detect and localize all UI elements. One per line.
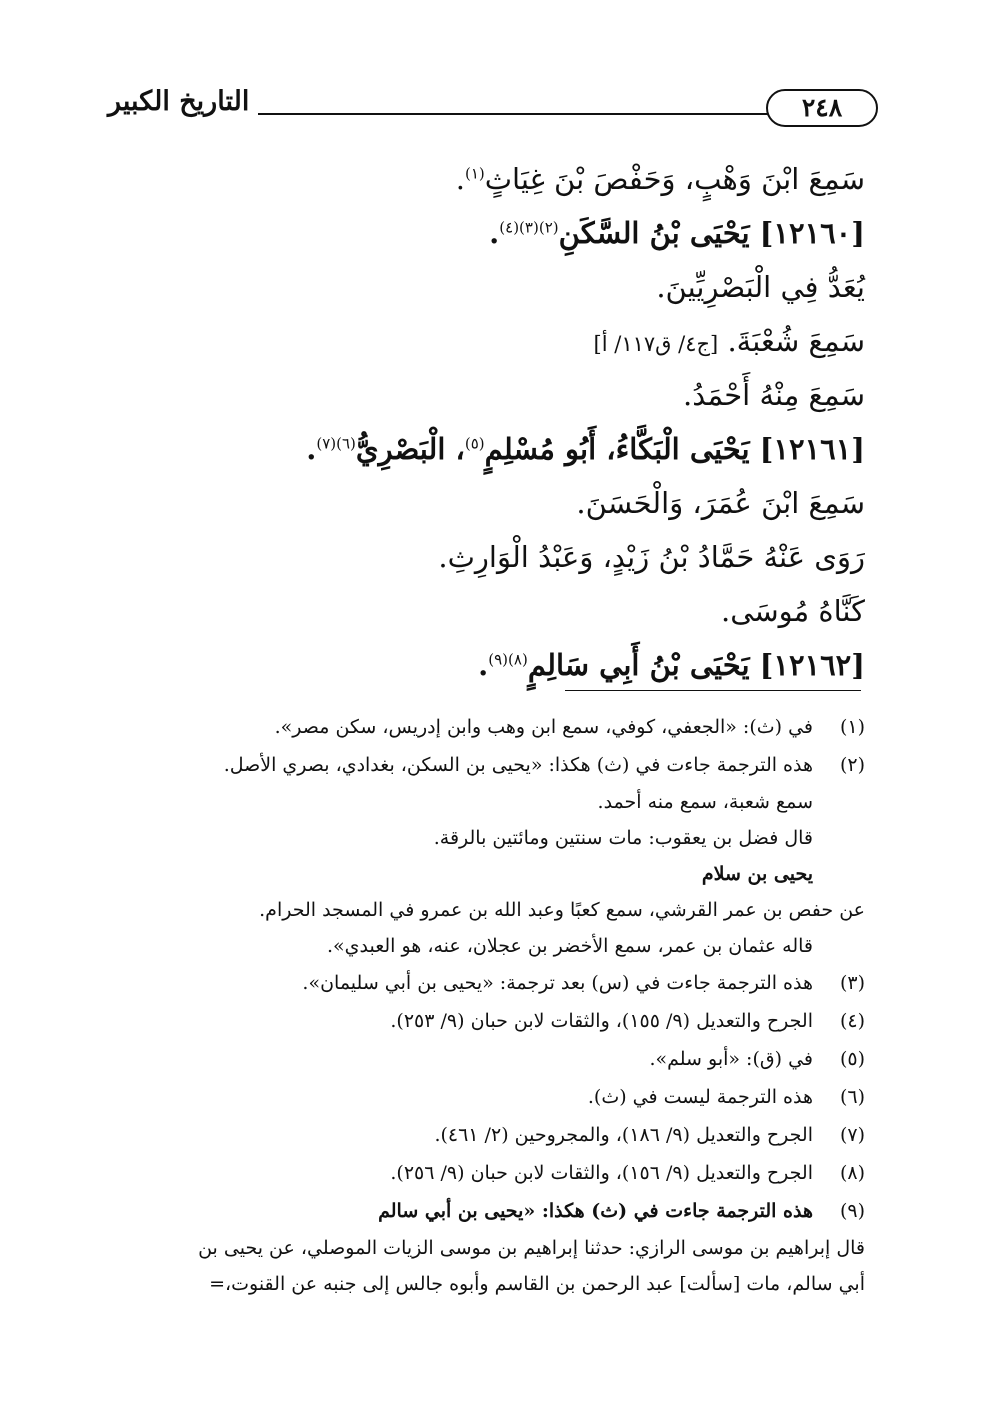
footnote-ref[interactable]: (٨)(٩) bbox=[488, 650, 528, 669]
main-line: كَنَّاهُ مُوسَى. bbox=[720, 594, 865, 628]
footnote-1 bbox=[95, 708, 865, 746]
footnote-continuation: قال إبراهيم بن موسى الرازي: حدثنا إبراهيم بن موسى الزيات الموصلي، عن يحيى بن bbox=[198, 1237, 865, 1259]
footnote-text: هذه الترجمة جاءت في (ث) هكذا: «يحيى بن أبي سالم bbox=[378, 1200, 813, 1222]
footnote-number: (٥) bbox=[839, 1048, 865, 1070]
footnote-continuation: عن حفص بن عمر القرشي، سمع كعبًا وعبد الله بن عمرو في المسجد الحرام. bbox=[259, 899, 865, 921]
main-line: يُعَدُّ فِي الْبَصْرِيِّينَ. bbox=[656, 270, 865, 304]
footnote-number: (٨) bbox=[839, 1162, 865, 1184]
footnote-3 bbox=[95, 964, 865, 1002]
footnote-5 bbox=[95, 1040, 865, 1078]
entry-name: يَحْيَى بْنُ السَّكَنِ bbox=[558, 216, 750, 250]
page-number: ٢٤٨ bbox=[766, 89, 878, 127]
footnote-number: (١) bbox=[839, 716, 865, 738]
page-header bbox=[108, 84, 878, 134]
footnote-number: (٧) bbox=[839, 1124, 865, 1146]
footnote-number: (٩) bbox=[839, 1200, 865, 1222]
manuscript-folio-note: [ج٤/ ق١١٧/ أ] bbox=[593, 332, 719, 356]
footnote-text: هذه الترجمة جاءت في (س) بعد ترجمة: «يحيى بن أبي سليمان». bbox=[302, 972, 813, 994]
entry-heading: [١٢١٦١] يَحْيَى الْبَكَّاءُ، أَبُو مُسْلِمٍ$^{(٥)}$، الْبَصْرِيُّ$^{(٦)(٧)}$. bbox=[306, 432, 865, 466]
footnote-continuation: أبي سالم، مات [سألت] عبد الرحمن بن القاسم وأبوه جالس إلى جنبه عن القنوت،= bbox=[209, 1273, 865, 1295]
main-line: سَمِعَ مِنْهُ أَحْمَدُ. bbox=[683, 378, 865, 412]
main-text bbox=[145, 152, 865, 692]
footnote-ref[interactable]: (١) bbox=[464, 164, 485, 183]
footnote-6 bbox=[95, 1078, 865, 1116]
main-line: سَمِعَ ابْنَ وَهْبٍ، وَحَفْصَ بْنَ غِيَاثٍ$^{(١)}$. bbox=[455, 162, 865, 196]
footnote-continuation: سمع شعبة، سمع منه أحمد. bbox=[597, 791, 813, 813]
entry-heading: [١٢١٦٢] يَحْيَى بْنُ أَبِي سَالِمٍ$^{(٨)(٩)}$. bbox=[478, 648, 865, 682]
footnote-text: في (ق): «أبو سلم». bbox=[649, 1048, 813, 1070]
footnotes bbox=[95, 708, 865, 1302]
footnote-number: (٤) bbox=[839, 1010, 865, 1032]
footnote-9 bbox=[95, 1192, 865, 1230]
entry-number: [١٢١٦٠] bbox=[749, 216, 865, 250]
footnote-text: هذه الترجمة ليست في (ث). bbox=[587, 1086, 813, 1108]
main-line: سَمِعَ شُعْبَةَ. [ج٤/ ق١١٧/ أ] bbox=[593, 324, 865, 358]
footnote-4 bbox=[95, 1002, 865, 1040]
footnote-subheading: يحيى بن سلام bbox=[701, 863, 813, 885]
footnote-2 bbox=[95, 746, 865, 784]
entry-number: [١٢١٦١] bbox=[749, 432, 865, 466]
entry-heading: [١٢١٦٠] يَحْيَى بْنُ السَّكَنِ$^{(٢)(٣)(٤)}$. bbox=[489, 216, 865, 250]
main-line: رَوَى عَنْهُ حَمَّادُ بْنُ زَيْدٍ، وَعَبْدُ الْوَارِثِ. bbox=[438, 540, 865, 574]
footnote-text: في (ث): «الجعفي، كوفي، سمع ابن وهب وابن إدريس، سكن مصر». bbox=[274, 716, 813, 738]
footnote-continuation: قال فضل بن يعقوب: مات سنتين ومائتين بالرقة. bbox=[433, 827, 813, 849]
footnote-7 bbox=[95, 1116, 865, 1154]
footnote-text: الجرح والتعديل (٩/ ١٥٦)، والثقات لابن حبان (٩/ ٢٥٦). bbox=[390, 1162, 813, 1184]
main-line: سَمِعَ ابْنَ عُمَرَ، وَالْحَسَنَ. bbox=[576, 486, 865, 520]
footnote-text: هذه الترجمة جاءت في (ث) هكذا: «يحيى بن السكن، بغدادي، بصري الأصل. bbox=[223, 754, 813, 776]
entry-name: يَحْيَى الْبَكَّاءُ، أَبُو مُسْلِمٍ bbox=[484, 432, 750, 466]
entry-name: يَحْيَى بْنُ أَبِي سَالِمٍ bbox=[527, 648, 750, 682]
footnote-ref[interactable]: (٥) bbox=[464, 434, 485, 453]
footnote-number: (٣) bbox=[839, 972, 865, 994]
footnote-ref[interactable]: (٢)(٣)(٤) bbox=[499, 218, 559, 237]
entry-number: [١٢١٦٢] bbox=[749, 648, 865, 682]
footnote-continuation: قاله عثمان بن عمر، سمع الأخضر بن عجلان، عنه، هو العبدي». bbox=[326, 935, 813, 957]
header-rule bbox=[258, 113, 768, 115]
footnote-8 bbox=[95, 1154, 865, 1192]
footnote-separator bbox=[565, 690, 861, 691]
footnote-ref[interactable]: (٦)(٧) bbox=[316, 434, 356, 453]
footnote-number: (٦) bbox=[839, 1086, 865, 1108]
running-title: التاريخ الكبير bbox=[108, 86, 250, 117]
footnote-number: (٢) bbox=[839, 754, 865, 776]
footnote-text: الجرح والتعديل (٩/ ١٥٥)، والثقات لابن حبان (٩/ ٢٥٣). bbox=[390, 1010, 813, 1032]
footnote-text: الجرح والتعديل (٩/ ١٨٦)، والمجروحين (٢/ ٤٦١). bbox=[434, 1124, 813, 1146]
